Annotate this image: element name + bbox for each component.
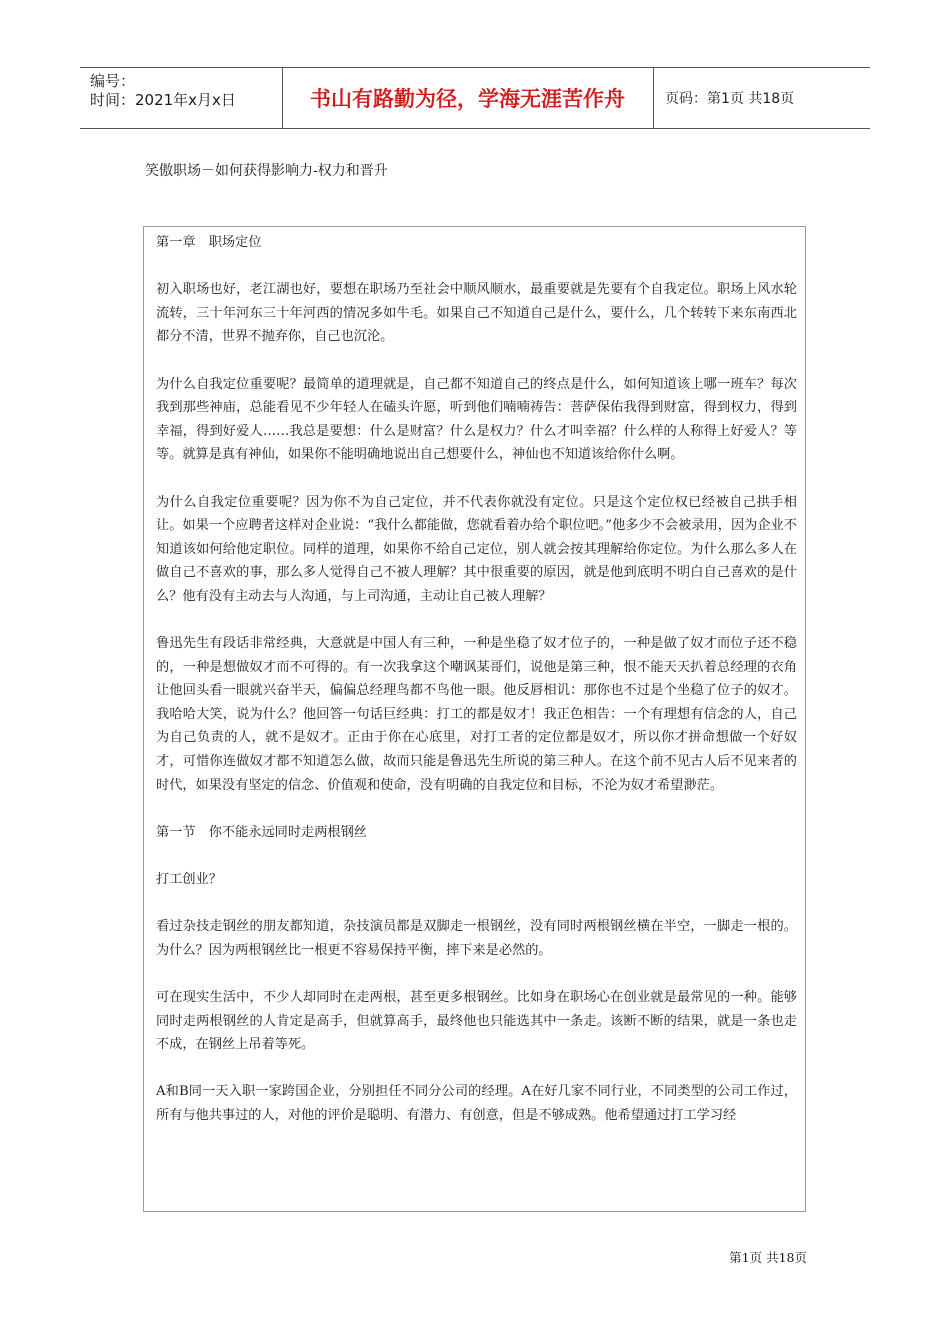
paragraph: A和B同一天入职一家跨国企业，分别担任不同分公司的经理。A在好几家不同行业，不同类型的公司工作过，所有与他共事过的人，对他的评价是聪明、有潜力、有创意，但是不够成熟。他希望通过打工学习经 (156, 1084, 797, 1123)
number-label: 编号： (90, 72, 136, 90)
paragraph: 初入职场也好，老江湖也好，要想在职场乃至社会中顺风顺水，最重要就是先要有个自我定位。职场上风水轮流转，三十年河东三十年河西的情况多如牛毛。如果自己不知道自己是什么，要什么，几个转转下来东南西北都分不清，世界不抛弃你，自己也沉沦。 (156, 282, 797, 345)
paragraph: 为什么自我定位重要呢？因为你不为自己定位，并不代表你就没有定位。只是这个定位权已经被自己拱手相让。如果一个应聘者这样对企业说：“我什么都能做，您就看着办给个职位吧。”他多少不会被录用，因为企业不知道该如何给他定职位。同样的道理，如果你不给自己定位，别人就会按其理解给你定位。为什么那么多人在做自己不喜欢的事，那么多人觉得自己不被人理解？其中很重要的原因，就是他到底明不明白自己喜欢的是什么？他有没有主动去与人沟通，与上司沟通，主动让自己被人理解？ (156, 494, 797, 604)
paragraph: 看过杂技走钢丝的朋友都知道，杂技演员都是双脚走一根钢丝，没有同时两根钢丝横在半空，一脚走一根的。为什么？因为两根钢丝比一根更不容易保持平衡，摔下来是必然的。 (156, 919, 797, 958)
time-label: 时间：2021年x月x日 (90, 91, 236, 109)
header-meta (90, 72, 236, 110)
subheading: 打工创业？ (156, 872, 222, 888)
chapter-heading: 第一章 职场定位 (156, 235, 262, 250)
header-page-code: 页码：第1页 共18页 (665, 91, 795, 107)
content-box (143, 226, 806, 1212)
header-divider-right (653, 67, 654, 128)
paragraph: 鲁迅先生有段话非常经典，大意就是中国人有三种，一种是坐稳了奴才位子的，一种是做了奴才而位子还不稳的，一种是想做奴才而不可得的。有一次我拿这个嘲讽某哥们，说他是第三种，恨不能天天扒着总经理的衣角让他回头看一眼就兴奋半天，偏偏总经理鸟都不鸟他一眼。他反唇相讥：那你也不过是个坐稳了位子的奴才。我哈哈大笑，说为什么？他回答一句话巨经典：打工的都是奴才！我正色相告：一个有理想有信念的人，自己为自己负责的人，就不是奴才。正由于你在心底里，对打工者的定位都是奴才，所以你才拼命想做一个好奴才，可惜你连做奴才都不知道怎么做，故而只能是鲁迅先生所说的第三种人。在这个前不见古人后不见来者的时代，如果没有坚定的信念、价值观和使命，没有明确的自我定位和目标，不沦为奴才希望渺茫。 (156, 636, 797, 793)
header-motto: 书山有路勤为径，学海无涯苦作舟 (310, 86, 625, 111)
document-title: 笑傲职场－如何获得影响力-权力和晋升 (145, 163, 388, 179)
page-footer: 第1页 共18页 (729, 1250, 807, 1265)
content-body (144, 227, 805, 1128)
paragraph: 可在现实生活中，不少人却同时在走两根，甚至更多根钢丝。比如身在职场心在创业就是最常见的一种。能够同时走两根钢丝的人肯定是高手，但就算高手，最终他也只能选其中一条走。该断不断的结果，就是一条也走不成，在钢丝上吊着等死。 (156, 990, 797, 1053)
paragraph: 为什么自我定位重要呢？最简单的道理就是，自己都不知道自己的终点是什么，如何知道该上哪一班车？每次我到那些神庙，总能看见不少年轻人在磕头许愿，听到他们喃喃祷告：菩萨保佑我得到财富，得到权力，得到幸福，得到好爱人……我总是要想：什么是财富？什么是权力？什么才叫幸福？什么样的人称得上好爱人？等等。就算是真有神仙，如果你不能明确地说出自己想要什么，神仙也不知道该给你什么啊。 (156, 376, 797, 463)
header-bottom-rule (80, 128, 870, 129)
section-heading: 第一节 你不能永远同时走两根钢丝 (156, 824, 367, 840)
